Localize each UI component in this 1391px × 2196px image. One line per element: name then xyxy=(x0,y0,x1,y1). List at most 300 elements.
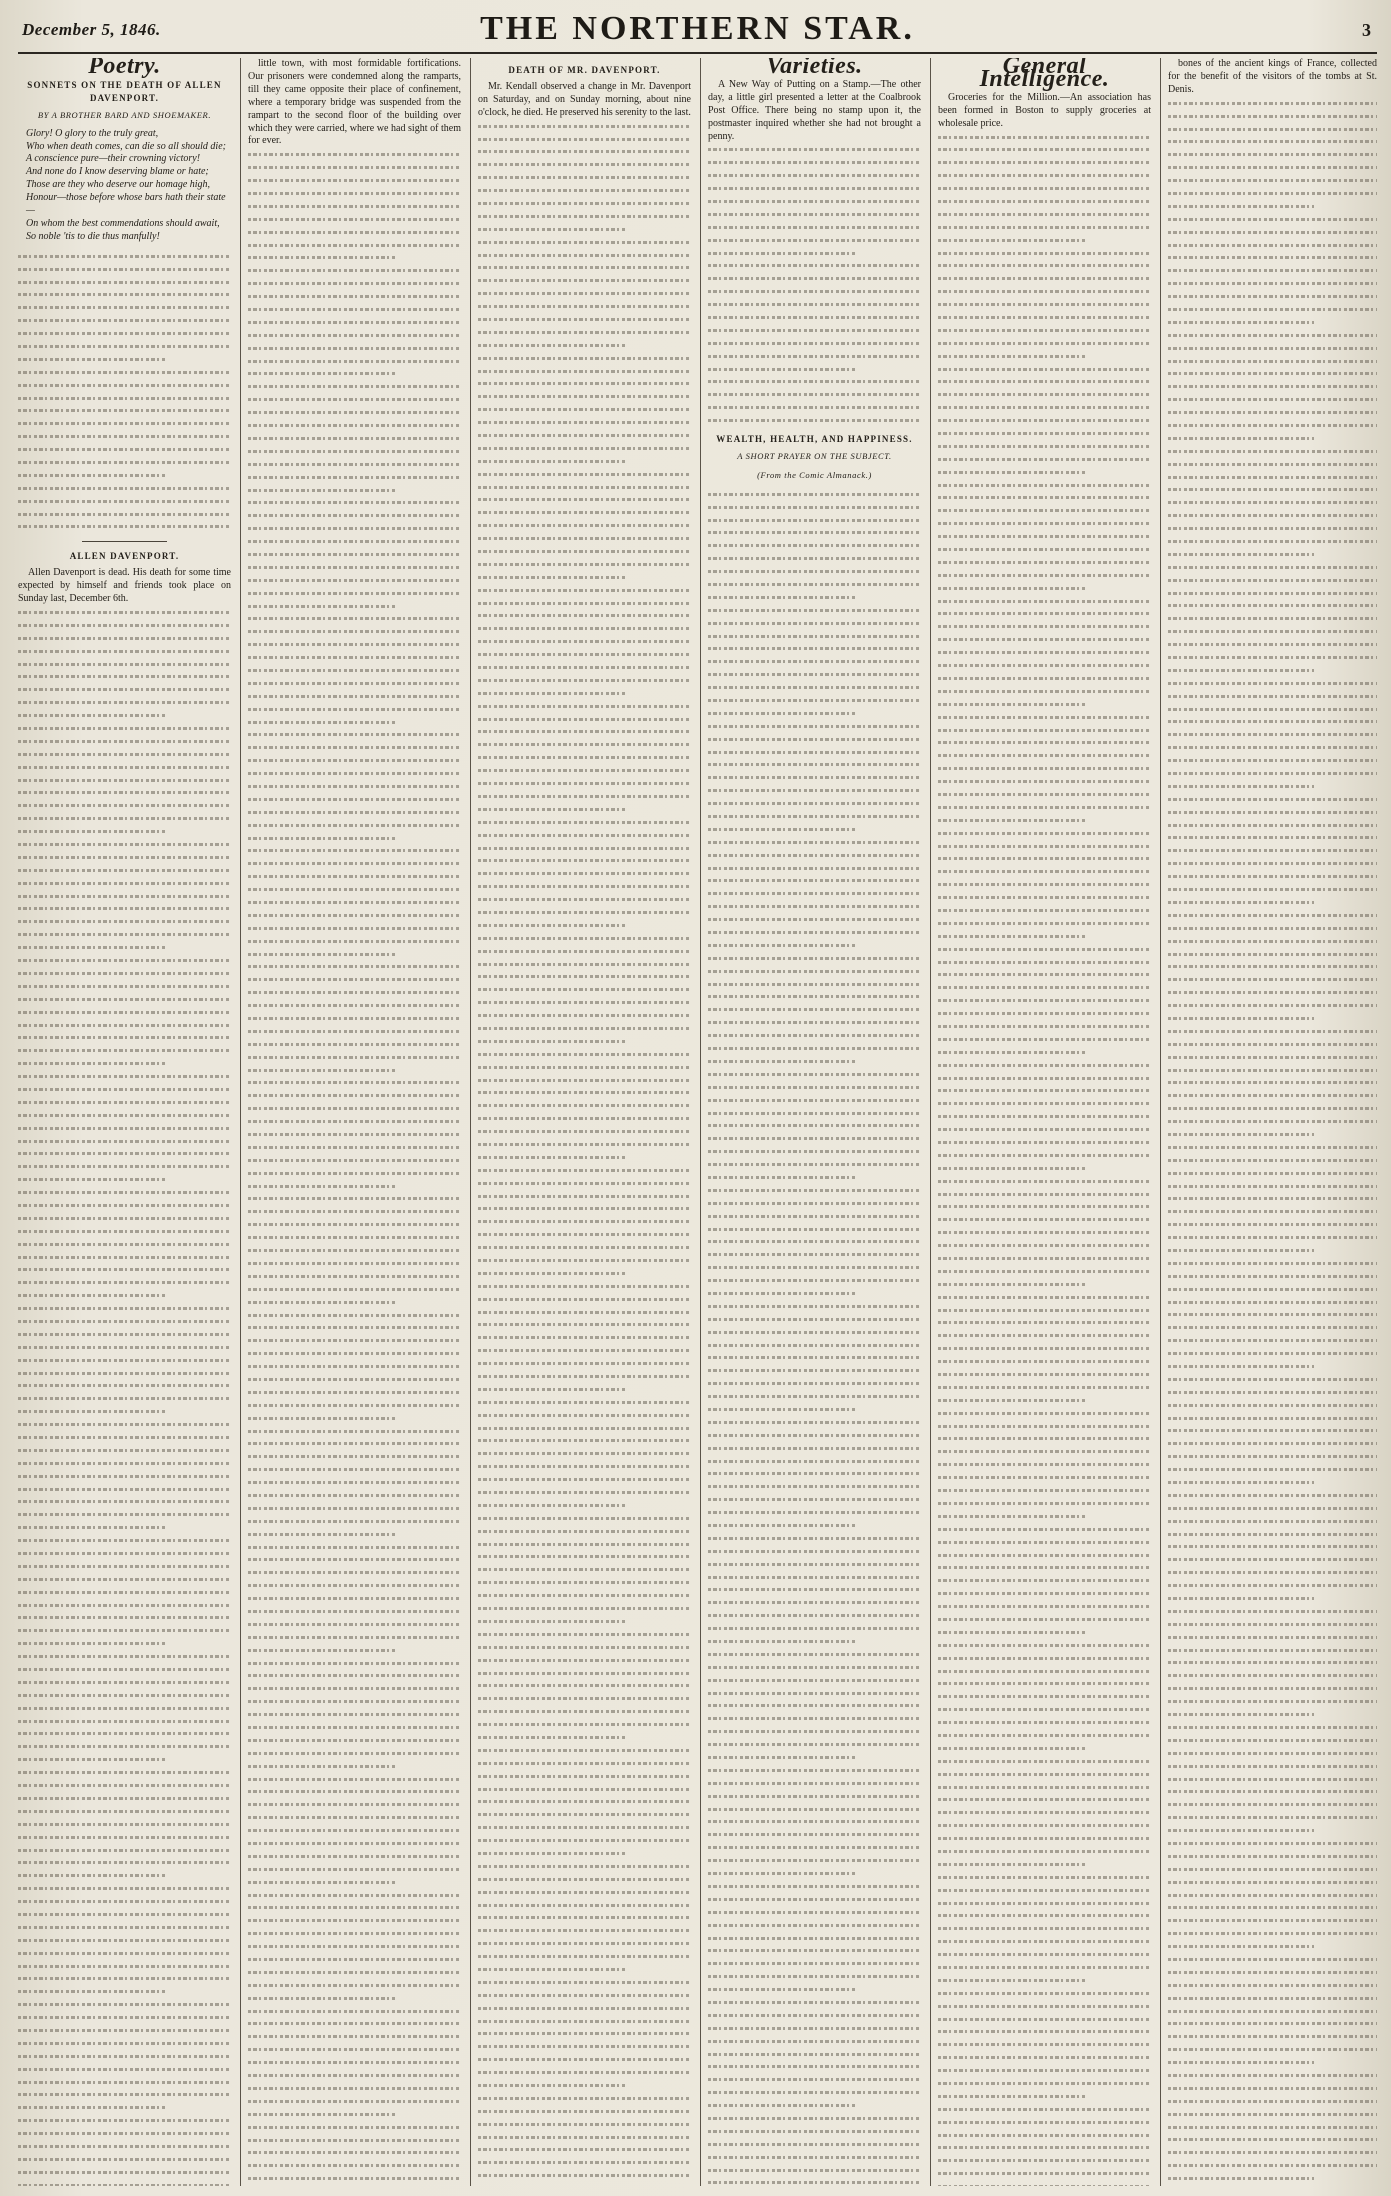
text-line xyxy=(478,390,691,403)
text-line xyxy=(1168,1553,1377,1566)
text-line xyxy=(18,1534,231,1547)
text-line xyxy=(708,758,921,771)
text-line xyxy=(248,1347,461,1360)
text-line xyxy=(938,1432,1151,1445)
text-line xyxy=(708,2125,921,2138)
text-line xyxy=(708,990,921,1003)
text-line xyxy=(1168,226,1377,239)
text-line xyxy=(248,754,461,767)
text-line xyxy=(708,234,921,247)
text-line xyxy=(248,625,461,638)
text-line xyxy=(248,200,461,213)
text-line xyxy=(248,1837,461,1850)
text-line xyxy=(248,857,461,870)
text-line xyxy=(1168,819,1377,832)
text-line xyxy=(18,2037,231,2050)
text-line xyxy=(938,1342,1151,1355)
text-line xyxy=(938,1368,1151,1381)
text-line xyxy=(1168,1773,1377,1786)
text-line xyxy=(248,329,461,342)
newspaper-title: THE NORTHERN STAR. xyxy=(480,10,915,47)
text-line xyxy=(18,1508,231,1521)
text-line xyxy=(1168,548,1377,561)
text-line xyxy=(18,851,231,864)
text-line xyxy=(248,960,461,973)
text-line xyxy=(248,1502,461,1515)
text-line xyxy=(1168,1927,1377,1940)
text-line xyxy=(938,1072,1151,1085)
column-4-lead: A New Way of Putting on a Stamp.—The other day, a little girl presented a letter at the Coalbrook Post Office. There being no stamp upon it, the postmaster inquired whether she had not brought a penny. xyxy=(708,78,921,142)
text-line xyxy=(708,1932,921,1945)
text-line xyxy=(1168,1437,1377,1450)
text-line xyxy=(708,1687,921,1700)
text-line xyxy=(248,1076,461,1089)
text-line xyxy=(478,2182,691,2186)
text-line xyxy=(18,1238,231,1251)
text-line xyxy=(708,2151,921,2164)
text-line xyxy=(1168,1412,1377,1425)
text-line xyxy=(478,249,691,262)
text-line xyxy=(478,1215,691,1228)
text-line xyxy=(1168,1540,1377,1553)
text-line xyxy=(1168,419,1377,432)
text-line xyxy=(478,1679,691,1692)
text-line xyxy=(18,1122,231,1135)
text-line xyxy=(1168,1811,1377,1824)
text-line xyxy=(708,1532,921,1545)
text-line xyxy=(478,468,691,481)
column-rule xyxy=(240,58,241,2186)
text-line xyxy=(18,658,231,671)
text-line xyxy=(478,171,691,184)
text-line xyxy=(18,2166,231,2179)
text-line xyxy=(708,694,921,707)
text-line xyxy=(938,414,1151,427)
text-line xyxy=(938,1613,1151,1626)
text-line xyxy=(478,1976,691,1989)
text-line xyxy=(1168,780,1377,793)
text-line xyxy=(1168,342,1377,355)
text-line xyxy=(18,799,231,812)
text-line xyxy=(1168,1889,1377,1902)
text-line xyxy=(248,2043,461,2056)
text-line xyxy=(708,978,921,991)
text-line xyxy=(708,1571,921,1584)
text-line xyxy=(708,1635,921,1648)
text-line xyxy=(1168,277,1377,290)
text-line xyxy=(708,526,921,539)
text-line xyxy=(938,569,1151,582)
text-line xyxy=(18,250,231,263)
text-line xyxy=(938,1484,1151,1497)
text-line xyxy=(478,326,691,339)
text-line xyxy=(938,711,1151,724)
text-line xyxy=(478,751,691,764)
text-line xyxy=(1168,1953,1377,1966)
text-line xyxy=(938,1239,1151,1252)
text-line xyxy=(248,690,461,703)
text-line xyxy=(478,1911,691,1924)
text-line xyxy=(18,1856,231,1869)
text-line xyxy=(1168,1115,1377,1128)
text-line xyxy=(938,1549,1151,1562)
text-line xyxy=(1168,922,1377,935)
wealth-poem-attribution: (From the Comic Almanack.) xyxy=(757,469,872,480)
text-line xyxy=(708,2009,921,2022)
text-line xyxy=(708,1132,921,1145)
text-line xyxy=(248,213,461,226)
text-line xyxy=(938,1213,1151,1226)
text-line xyxy=(1168,1502,1377,1515)
text-line xyxy=(248,355,461,368)
text-line xyxy=(18,1586,231,1599)
text-line xyxy=(478,1254,691,1267)
text-line xyxy=(1168,1528,1377,1541)
text-line xyxy=(938,1677,1151,1690)
text-line xyxy=(248,1283,461,1296)
text-line xyxy=(248,883,461,896)
text-line xyxy=(708,2060,921,2073)
text-line xyxy=(708,552,921,565)
text-line xyxy=(938,736,1151,749)
text-line xyxy=(478,1409,691,1422)
text-line xyxy=(248,161,461,174)
text-line xyxy=(708,1210,921,1223)
text-line xyxy=(938,1574,1151,1587)
text-line xyxy=(18,1895,231,1908)
text-line xyxy=(18,1753,231,1766)
text-line xyxy=(1168,2159,1377,2172)
text-line xyxy=(1168,483,1377,496)
text-line xyxy=(248,844,461,857)
text-line xyxy=(248,342,461,355)
text-line xyxy=(1168,1966,1377,1979)
text-line xyxy=(478,1692,691,1705)
text-line xyxy=(938,968,1151,981)
text-line xyxy=(18,1805,231,1818)
text-line xyxy=(478,1667,691,1680)
text-line xyxy=(478,184,691,197)
text-line xyxy=(938,852,1151,865)
text-line xyxy=(938,1123,1151,1136)
text-line xyxy=(708,259,921,272)
text-line xyxy=(1168,1231,1377,1244)
text-line xyxy=(248,561,461,574)
text-line xyxy=(938,762,1151,775)
text-line xyxy=(1168,1708,1377,1721)
text-line xyxy=(478,2079,691,2092)
text-line xyxy=(708,1983,921,1996)
text-line xyxy=(1168,1373,1377,1386)
text-line xyxy=(248,148,461,161)
text-line xyxy=(1168,1424,1377,1437)
text-line xyxy=(938,595,1151,608)
text-line xyxy=(938,247,1151,260)
text-line xyxy=(938,1355,1151,1368)
text-line xyxy=(248,1386,461,1399)
text-line xyxy=(18,645,231,658)
text-line xyxy=(478,532,691,545)
text-line xyxy=(478,1473,691,1486)
text-line xyxy=(478,1241,691,1254)
text-line xyxy=(1168,174,1377,187)
text-line xyxy=(708,1094,921,1107)
text-line xyxy=(248,973,461,986)
text-line xyxy=(938,1600,1151,1613)
text-line xyxy=(708,1326,921,1339)
text-line xyxy=(708,1480,921,1493)
text-line xyxy=(248,548,461,561)
text-line xyxy=(938,582,1151,595)
text-line xyxy=(478,2118,691,2131)
text-line xyxy=(478,1048,691,1061)
text-line xyxy=(248,174,461,187)
text-line xyxy=(708,1674,921,1687)
text-line xyxy=(1168,445,1377,458)
text-line xyxy=(1168,1850,1377,1863)
text-line xyxy=(1168,1296,1377,1309)
text-line xyxy=(478,571,691,584)
text-line xyxy=(248,1180,461,1193)
text-line xyxy=(478,1228,691,1241)
text-line xyxy=(478,377,691,390)
text-line xyxy=(248,2146,461,2159)
text-line xyxy=(1168,1798,1377,1811)
text-line xyxy=(1168,471,1377,484)
text-line xyxy=(478,1563,691,1576)
text-line xyxy=(1168,1308,1377,1321)
text-line xyxy=(18,404,231,417)
text-line xyxy=(18,1057,231,1070)
text-line xyxy=(1168,97,1377,110)
text-line xyxy=(18,670,231,683)
text-line xyxy=(708,862,921,875)
text-line xyxy=(938,221,1151,234)
text-line xyxy=(938,272,1151,285)
text-line xyxy=(708,1944,921,1957)
poem-continuation xyxy=(18,250,231,534)
text-line xyxy=(248,1811,461,1824)
text-line xyxy=(248,367,461,380)
text-line xyxy=(478,674,691,687)
text-line xyxy=(18,1972,231,1985)
text-line xyxy=(1168,380,1377,393)
text-line xyxy=(248,948,461,961)
text-line xyxy=(18,2024,231,2037)
text-line xyxy=(18,2179,231,2186)
text-line xyxy=(1168,1128,1377,1141)
text-line xyxy=(938,1742,1151,1755)
text-line xyxy=(938,814,1151,827)
text-line xyxy=(708,630,921,643)
text-line xyxy=(18,366,231,379)
text-line xyxy=(1168,754,1377,767)
text-line xyxy=(248,1463,461,1476)
text-line xyxy=(18,2011,231,2024)
text-line xyxy=(938,1252,1151,1265)
text-line xyxy=(478,803,691,816)
text-line xyxy=(478,1602,691,1615)
text-line xyxy=(938,1265,1151,1278)
text-line xyxy=(1168,1901,1377,1914)
text-line xyxy=(938,878,1151,891)
column-rule xyxy=(1160,58,1161,2186)
text-line xyxy=(18,632,231,645)
issue-date: December 5, 1846. xyxy=(22,20,161,39)
text-line xyxy=(478,906,691,919)
text-line xyxy=(1168,2082,1377,2095)
text-line xyxy=(938,363,1151,376)
text-line xyxy=(708,1738,921,1751)
text-line xyxy=(938,143,1151,156)
text-line xyxy=(248,1979,461,1992)
text-line xyxy=(478,2092,691,2105)
text-line xyxy=(248,1515,461,1528)
text-line xyxy=(708,1042,921,1055)
text-line xyxy=(478,1770,691,1783)
text-line xyxy=(708,156,921,169)
text-line xyxy=(248,1657,461,1670)
text-line xyxy=(708,247,921,260)
text-line xyxy=(248,277,461,290)
text-line xyxy=(248,1566,461,1579)
text-line xyxy=(248,1618,461,1631)
text-line xyxy=(1168,406,1377,419)
text-line xyxy=(18,838,231,851)
text-line xyxy=(478,1757,691,1770)
text-line xyxy=(478,1525,691,1538)
text-line xyxy=(248,999,461,1012)
text-line xyxy=(708,208,921,221)
column-6 xyxy=(1168,58,1377,2186)
text-line xyxy=(938,543,1151,556)
text-line xyxy=(248,1747,461,1760)
text-line xyxy=(708,591,921,604)
text-line xyxy=(248,819,461,832)
text-line xyxy=(708,1351,921,1364)
text-line xyxy=(18,1560,231,1573)
text-line xyxy=(18,1844,231,1857)
text-line xyxy=(478,339,691,352)
text-line xyxy=(708,388,921,401)
text-line xyxy=(1168,1360,1377,1373)
text-line xyxy=(708,720,921,733)
text-line xyxy=(708,143,921,156)
column-1 xyxy=(18,58,231,2186)
text-line xyxy=(18,314,231,327)
varieties-body-b xyxy=(708,488,921,2186)
text-line xyxy=(938,1394,1151,1407)
text-line xyxy=(1168,1605,1377,1618)
text-line xyxy=(18,683,231,696)
text-line xyxy=(1168,2069,1377,2082)
text-line xyxy=(708,952,921,965)
text-line xyxy=(938,1948,1151,1961)
text-line xyxy=(938,1381,1151,1394)
text-line xyxy=(708,350,921,363)
text-line xyxy=(938,375,1151,388)
text-line xyxy=(478,932,691,945)
text-line xyxy=(938,298,1151,311)
text-line xyxy=(18,1289,231,1302)
text-line xyxy=(18,2063,231,2076)
text-line xyxy=(938,672,1151,685)
text-line xyxy=(1168,2043,1377,2056)
text-line xyxy=(478,1486,691,1499)
text-line xyxy=(18,288,231,301)
text-line xyxy=(478,1783,691,1796)
text-line xyxy=(478,158,691,171)
text-line xyxy=(1168,1631,1377,1644)
text-line xyxy=(248,1192,461,1205)
text-line xyxy=(18,1624,231,1637)
text-line xyxy=(248,1450,461,1463)
text-line xyxy=(938,1845,1151,1858)
text-line xyxy=(1168,715,1377,728)
text-line xyxy=(478,1821,691,1834)
text-line xyxy=(248,767,461,780)
column-5-lead: Groceries for the Million.—An association has been formed in Boston to supply groceries at wholesale price. xyxy=(938,91,1151,129)
text-line xyxy=(708,1712,921,1725)
text-line xyxy=(18,495,231,508)
text-line xyxy=(938,775,1151,788)
text-line xyxy=(478,1164,691,1177)
text-line xyxy=(248,1798,461,1811)
text-line xyxy=(708,1970,921,1983)
text-line xyxy=(18,2140,231,2153)
text-line xyxy=(18,1702,231,1715)
text-line xyxy=(938,1974,1151,1987)
text-line xyxy=(478,1357,691,1370)
text-line xyxy=(248,1244,461,1257)
text-line xyxy=(1168,587,1377,600)
text-line xyxy=(248,316,461,329)
text-line xyxy=(478,1899,691,1912)
text-line xyxy=(248,2082,461,2095)
text-line xyxy=(18,1263,231,1276)
text-line xyxy=(938,2090,1151,2103)
text-line xyxy=(708,1919,921,1932)
text-line xyxy=(708,1893,921,1906)
text-line xyxy=(708,375,921,388)
text-line xyxy=(708,1957,921,1970)
text-line xyxy=(938,1007,1151,1020)
text-line xyxy=(478,2053,691,2066)
text-line xyxy=(1168,1386,1377,1399)
text-line xyxy=(938,2116,1151,2129)
text-line xyxy=(478,133,691,146)
text-line xyxy=(478,2002,691,2015)
text-line xyxy=(938,1458,1151,1471)
text-line xyxy=(478,403,691,416)
text-line xyxy=(1168,2185,1377,2186)
text-line xyxy=(18,482,231,495)
text-line xyxy=(248,496,461,509)
text-line xyxy=(708,939,921,952)
text-line xyxy=(248,806,461,819)
text-line xyxy=(938,1110,1151,1123)
text-line xyxy=(938,749,1151,762)
text-line xyxy=(938,1291,1151,1304)
text-line xyxy=(1168,1283,1377,1296)
text-line xyxy=(248,1038,461,1051)
text-line xyxy=(248,187,461,200)
text-line xyxy=(1168,135,1377,148)
text-line xyxy=(938,1510,1151,1523)
column-grid xyxy=(18,58,1377,2186)
text-line xyxy=(18,1212,231,1225)
text-line xyxy=(938,620,1151,633)
